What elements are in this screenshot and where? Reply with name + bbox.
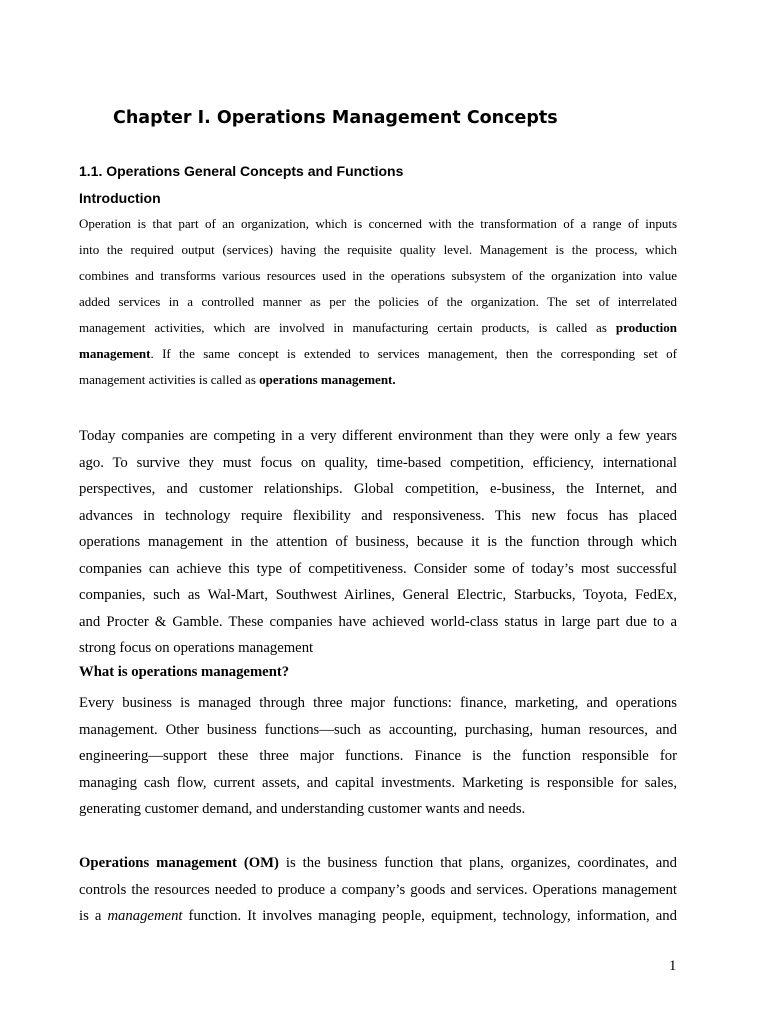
intro-line-1: Operation is that part of an organization, which is concerned with the transformation of a range of inputs [79, 216, 677, 231]
intro-paragraph [79, 211, 677, 393]
today-line-8: and Procter & Gamble. These companies have achieved world-class status in large part due to a [79, 613, 677, 630]
functions-paragraph [79, 690, 677, 823]
intro-line-5: management activities, which are involved in manufacturing certain products, is called as production [79, 320, 677, 335]
intro-line-7: management activities is called as operations management. [79, 372, 396, 387]
production-term: production [615, 320, 677, 335]
intro-line-6: management. If the same concept is extended to services management, then the corresponding set of [79, 346, 677, 361]
intro-line-2: into the required output (services) having the requisite quality level. Management is the process, which [79, 242, 677, 257]
om-term: Operations management (OM) [79, 855, 279, 871]
today-line-2: ago. To survive they must focus on quality, time-based competition, efficiency, international [79, 454, 677, 471]
management-italic: management [107, 908, 183, 924]
today-line-1: Today companies are competing in a very different environment than they were only a few years [79, 428, 677, 444]
today-line-7: companies, such as Wal-Mart, Southwest Airlines, General Electric, Starbucks, Toyota, FedEx, [79, 587, 677, 603]
today-line-9: strong focus on operations management [79, 640, 314, 656]
today-line-4: advances in technology require flexibility and responsiveness. This new focus has placed [79, 507, 677, 524]
today-paragraph [79, 423, 677, 662]
today-line-3: perspectives, and customer relationships. Global competition, e-business, the Internet, and [79, 481, 677, 497]
chapter-title: Chapter I. Operations Management Concepts [113, 108, 558, 128]
management-term: management [79, 346, 151, 361]
functions-line-1: Every business is managed through three major functions: finance, marketing, and operations [79, 695, 677, 711]
operations-management-term: operations management. [259, 372, 396, 387]
om-line-1: Operations management (OM) is the business function that plans, organizes, coordinates, and [79, 855, 677, 871]
functions-line-3: engineering—support these three major functions. Finance is the function responsible for [79, 748, 677, 764]
page-number: 1 [669, 958, 677, 974]
om-line-2: controls the resources needed to produce a company’s goods and services. Operations management [79, 881, 677, 898]
section-title: 1.1. Operations General Concepts and Functions [79, 163, 404, 179]
today-line-6: companies can achieve this type of competitiveness. Consider some of today’s most successful [79, 560, 677, 577]
intro-line-4: added services in a controlled manner as per the policies of the organization. The set of interrelated [79, 294, 677, 309]
functions-line-5: generating customer demand, and understanding customer wants and needs. [79, 801, 526, 817]
intro-line-3: combines and transforms various resources used in the operations subsystem of the organization into value [79, 268, 677, 283]
introduction-heading: Introduction [79, 190, 161, 206]
today-line-5: operations management in the attention of business, because it is the function through which [79, 534, 677, 550]
question-heading: What is operations management? [79, 664, 290, 680]
functions-line-4: managing cash flow, current assets, and capital investments. Marketing is responsible for sales, [79, 774, 677, 791]
om-paragraph [79, 850, 677, 930]
om-line-3: is a management function. It involves managing people, equipment, technology, information, and [79, 908, 677, 924]
functions-line-2: management. Other business functions—such as accounting, purchasing, human resources, and [79, 721, 677, 738]
